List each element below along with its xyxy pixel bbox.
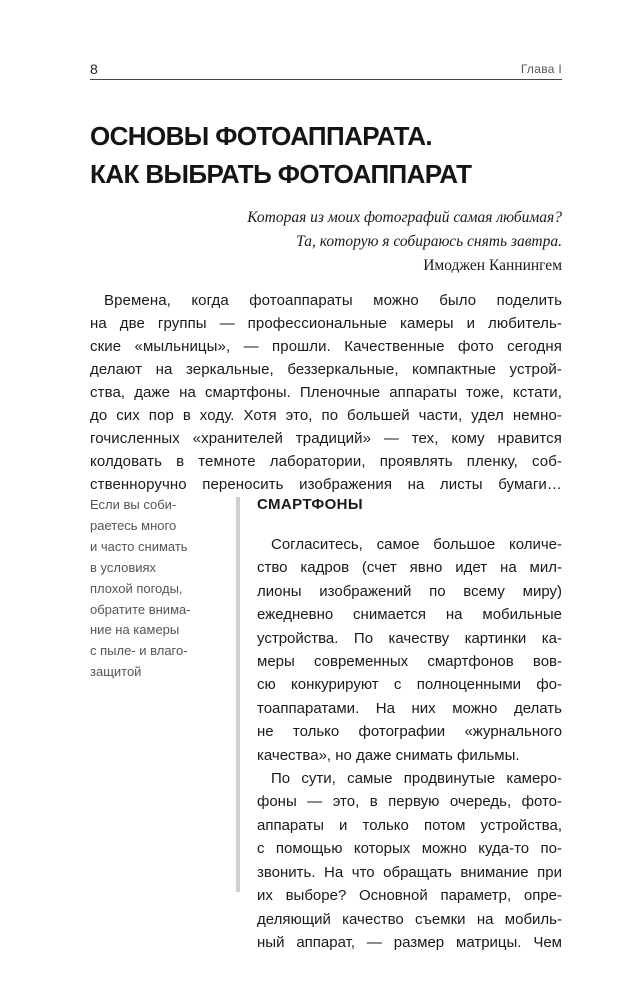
text-line: звонить. На что обращать внимание при [257, 863, 562, 881]
page-number: 8 [90, 61, 98, 77]
epigraph-author: Имоджен Каннингем [423, 257, 562, 274]
text-line: с помощью которых можно куда-то по- [257, 840, 562, 858]
note-line: Если вы соби- [90, 497, 177, 512]
text-line: сю конкурируют с полноценными фо- [257, 676, 562, 694]
text-line: до сих пор в ходу. Хотя это, по большей части, удел немно- [90, 407, 562, 424]
note-line: и часто снимать [90, 538, 188, 554]
text-line: на две группы — профессиональные камеры и любитель- [90, 315, 562, 332]
text-line: устройства. По качеству картинки ка- [257, 629, 562, 647]
note-line: обратите внима- [90, 601, 191, 617]
text-line: не только фотографии «журнального [257, 723, 562, 741]
text-line: деляющий качество съемки на мобиль- [257, 910, 562, 928]
text-line: качества», но даже снимать фильмы. [257, 746, 520, 764]
text-line: ежедневно снимается на мобильные [257, 606, 562, 624]
note-line: в условиях [90, 559, 157, 575]
text-line: делают на зеркальные, беззеркальные, компактные устрой- [90, 361, 562, 378]
text-line: тоаппаратами. На них можно делать [257, 699, 562, 717]
title-line: КАК ВЫБРАТЬ ФОТОАППАРАТ [90, 159, 472, 189]
text-line: колдовать в темноте лаборатории, проявлять пленку, соб- [90, 453, 562, 470]
text-line: гочисленных «хранителей традиций» — тех, кому нравится [90, 430, 562, 447]
text-line: ство кадров (счет явно идет на мил- [257, 559, 562, 577]
text-line: По сути, самые продвинутые камеро- [271, 770, 562, 788]
text-line: Времена, когда фотоаппараты можно было поделить [104, 292, 562, 309]
text-line: их выборе? Основной параметр, опре- [257, 887, 562, 905]
text-line: аппараты и только потом устройства, [257, 816, 562, 834]
page-title [90, 117, 570, 193]
note-line: с пыле- и влаго- [90, 643, 188, 659]
section-heading: СМАРТФОНЫ [257, 496, 363, 513]
note-line: ние на камеры [90, 622, 180, 638]
intro-paragraph [90, 289, 562, 496]
text-line: ственноручно переносить изображения на листы бумаги… [90, 476, 562, 493]
text-line: ства, даже на смартфоны. Пленочные аппараты тоже, кстати, [90, 384, 562, 401]
text-line: фоны — это, в первую очередь, фото- [257, 793, 562, 811]
section-body [257, 533, 562, 954]
text-line: меры современных смартфонов вов- [257, 653, 562, 671]
margin-note [90, 495, 220, 683]
epigraph-quote-line: Которая из моих фотографий самая любимая? [247, 209, 562, 226]
chapter-label: Глава I [520, 62, 562, 76]
note-line: плохой погоды, [90, 580, 183, 596]
epigraph-quote-line: Та, которую я собираюсь снять завтра. [296, 233, 562, 250]
running-header [90, 59, 562, 80]
text-line: ские «мыльницы», — прошли. Качественные фото сегодня [90, 338, 562, 355]
text-line: лионы изображений по всему миру) [257, 582, 562, 600]
text-line: Согласитесь, самое большое количе- [271, 536, 562, 553]
epigraph [150, 206, 562, 278]
title-line: ОСНОВЫ ФОТОАППАРАТА. [90, 121, 433, 151]
note-line: раетесь много [90, 517, 177, 533]
vertical-divider [236, 497, 240, 892]
note-line: защитой [90, 664, 142, 680]
text-line: ный аппарат, — размер матрицы. Чем [257, 933, 562, 951]
